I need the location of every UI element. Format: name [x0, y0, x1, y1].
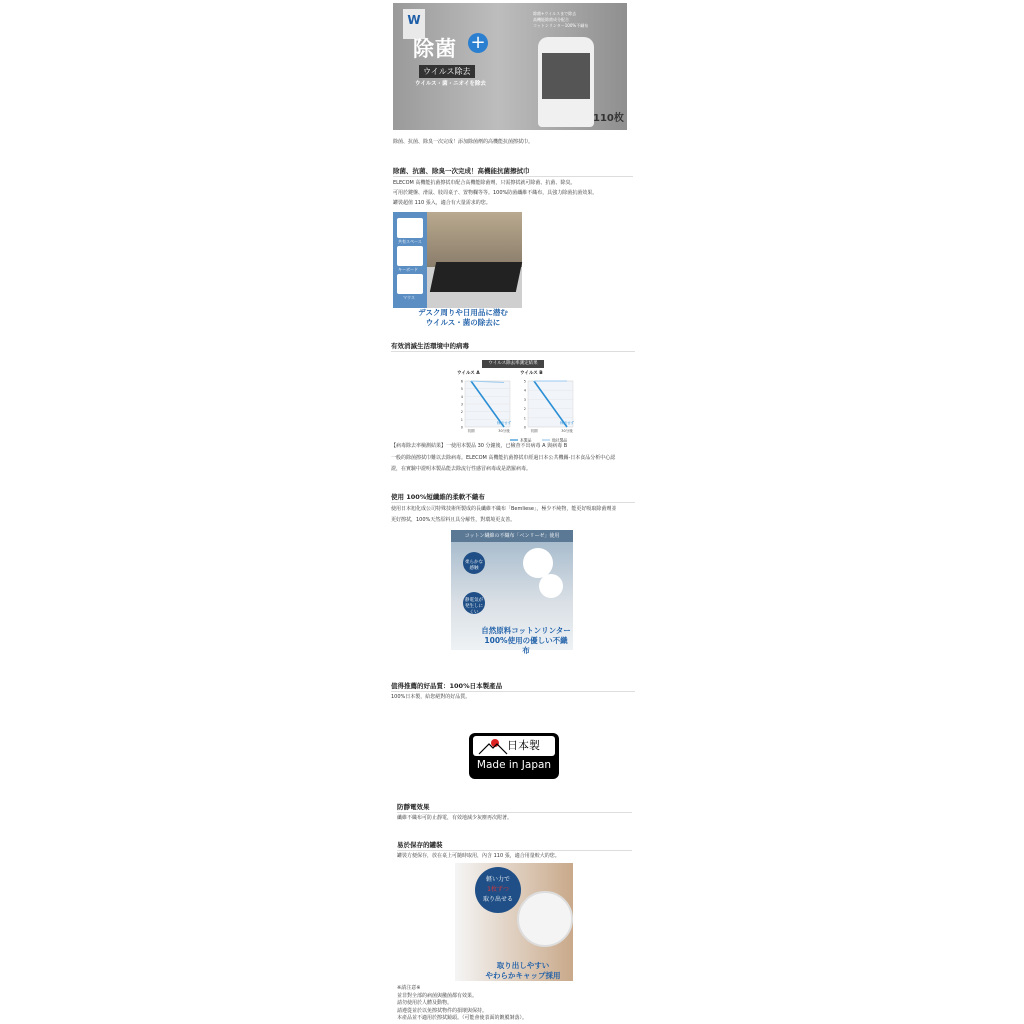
section-line: 更好擦拭，100%天然原料且具分解性，對環境更友善。: [391, 517, 516, 523]
icon-label: 共有スペース: [398, 239, 422, 244]
badge-en: Made in Japan: [476, 759, 552, 771]
section-line: ELECOM 高機能抗菌擦拭巾配合高機能除菌劑，只需擦拭就可除菌、抗菌、除臭。: [393, 180, 576, 186]
cotton-photo: [451, 530, 573, 655]
caption-line: 自然原料コットンリンター: [481, 626, 571, 635]
cap-photo: [455, 863, 573, 981]
section-line: 【病毒除去率檢測結果】一使用本製品 30 分鐘後，已檢查不出病毒 A 與病毒 B: [391, 443, 568, 449]
section-line: 纖維不織布可防止靜電，有效地減少灰塵再次附著。: [397, 815, 513, 821]
keyboard-image: [430, 262, 522, 292]
hero-bullet: 高機能除菌成分配合: [533, 17, 569, 22]
y-tick-label: 1: [460, 417, 463, 422]
y-tick-label: 3: [523, 397, 526, 402]
hero-bullet: 除菌+ウイルスまで除去: [533, 11, 577, 16]
note-line: 請遵從並於以免擦拭物件的損壞與保持。: [397, 1007, 488, 1014]
mountain-icon: [479, 741, 507, 755]
divider: [397, 812, 632, 813]
hero-subline: ウイルス・菌・ニオイを除去: [415, 81, 486, 87]
y-tick-label: 2: [523, 407, 526, 412]
note-line: 並非對全部的病菌與黴菌都有效果。: [397, 992, 478, 999]
panel-label: ウイルス A: [457, 371, 480, 376]
icon-label: マウス: [403, 295, 415, 300]
section-heading: 易於保存的罐裝: [397, 841, 443, 849]
section-heading: 值得推薦的好品質：100%日本製產品: [391, 682, 503, 690]
x-tick-label: 30分後: [498, 429, 510, 433]
intro-text: 除菌、抗菌、除臭一次完成！添加除菌劑的高機能抗菌擦拭巾。: [393, 139, 534, 145]
caption-line: 取り出しやすい: [496, 961, 550, 970]
caption-line: ウイルス・菌の除去に: [425, 318, 501, 327]
section-line: 一般的除菌擦拭巾難以去除病毒。ELECOM 高機能抗菌擦拭巾經過日本公共機關-日本食品分析中心認: [391, 455, 616, 461]
notes: [397, 985, 527, 1023]
product-label: [542, 53, 590, 99]
hero-tag: ウイルス除去: [419, 65, 475, 78]
section-line: 罐裝方便保存，放在桌上可隨時取用，內含 110 張，適合用量較大的您。: [397, 853, 560, 859]
product-hero-banner: [393, 3, 627, 130]
note-line: 請勿使用於人體及動物。: [397, 1000, 453, 1006]
section-heading: 防靜電效果: [397, 803, 430, 811]
hero-bullets: [533, 11, 588, 29]
note-label: 検出せず: [560, 421, 574, 425]
section-line: 可用於鍵盤、滑鼠、肢周桌子、置物欄等等。100%防菌纖維不織布，具強力除菌抗菌效果。: [393, 190, 598, 196]
sheet-count: 110枚: [593, 113, 624, 124]
section-heading: 除菌、抗菌、除臭一次完成！高機能抗菌擦拭巾: [393, 167, 530, 175]
icon-label: キーボード: [398, 267, 418, 272]
divider: [391, 691, 635, 692]
bubble-line: 軽い力で: [485, 876, 510, 883]
section-heading: 有效消滅生活環境中的病毒: [391, 342, 469, 350]
callout-bubble: [475, 867, 521, 913]
y-tick-label: 6: [460, 379, 463, 384]
canister-lid-image: [517, 891, 573, 947]
bubble-line: 取り出せる: [482, 896, 513, 903]
hero-title: 除菌: [413, 37, 457, 61]
keyboard-icon: [397, 246, 423, 266]
chart-svg: [455, 369, 580, 444]
divider: [391, 502, 635, 503]
mouse-icon: [397, 274, 423, 294]
divider: [397, 850, 632, 851]
note-line: ※請注意※: [397, 985, 421, 991]
x-tick-label: 初期: [467, 429, 475, 433]
brand-logo: W: [403, 9, 425, 39]
y-tick-label: 4: [460, 394, 463, 399]
y-tick-label: 0: [460, 425, 463, 430]
chart-title: ウイルス除去率測定結果: [482, 360, 544, 368]
section-line: 證，在實驗中證明本製品能去除流行性感冒病毒或是諾羅病毒。: [391, 466, 532, 472]
y-tick-label: 4: [523, 388, 526, 393]
note-label: 検出せず: [497, 421, 511, 425]
caption-line: 100%使用の優しい不織布: [484, 636, 568, 655]
badge-text: 静電気が発生しにくい: [465, 598, 483, 615]
section-line: 罐裝超值 110 張入，適合有大量需求的您。: [393, 200, 491, 206]
desk-caption: [407, 308, 519, 328]
legend-label: 本製品: [520, 437, 532, 443]
antistatic-badge: [463, 592, 485, 614]
legend-label: 他社製品: [552, 437, 568, 443]
cotton-banner: コットン繊維の不織布「ベンリーゼ」使用: [451, 530, 573, 542]
caption-line: やわらかキャップ採用: [485, 971, 561, 980]
x-tick-label: 初期: [530, 429, 538, 433]
divider: [393, 176, 633, 177]
y-tick-label: 0: [523, 425, 526, 430]
icon-column: [393, 212, 427, 308]
made-in-japan-badge: [469, 733, 559, 779]
badge-text: 柔らかな感触: [465, 560, 483, 571]
y-tick-label: 5: [523, 379, 526, 384]
hero-bullet: コットンリンター100%不織布: [533, 23, 589, 28]
soft-badge: [463, 552, 485, 574]
desk-photo: [393, 212, 522, 330]
shared-space-icon: [397, 218, 423, 238]
cotton-ball-image: [539, 574, 563, 598]
y-tick-label: 1: [523, 416, 526, 421]
note-line: 本產品並不適用於擦拭鏡頭。（可能會使表面的鍍膜剝落）。: [397, 1015, 528, 1021]
y-tick-label: 3: [460, 402, 463, 407]
bubble-line: 1枚ずつ: [487, 886, 509, 893]
section-line: 100%日本製，給您絕對的好品質。: [391, 694, 471, 700]
y-tick-label: 5: [460, 387, 463, 392]
y-tick-label: 2: [460, 410, 463, 415]
plus-icon: +: [468, 33, 488, 53]
section-line: 使用日本旭化成公司特殊技術所製成的長纖維不織布「Bemliese」，極少不純物，能更好吸取除菌劑並: [391, 506, 617, 512]
cap-caption: [477, 961, 569, 981]
badge-jp: 日本製: [507, 739, 540, 752]
cotton-caption: [481, 626, 571, 656]
panel-label: ウイルス B: [520, 371, 543, 376]
caption-line: デスク周りや日用品に潜む: [418, 308, 508, 317]
divider: [391, 351, 635, 352]
section-heading: 使用 100%短纖維的柔軟不織布: [391, 493, 485, 501]
virus-removal-chart: [455, 360, 580, 444]
x-tick-label: 30分後: [561, 429, 573, 433]
